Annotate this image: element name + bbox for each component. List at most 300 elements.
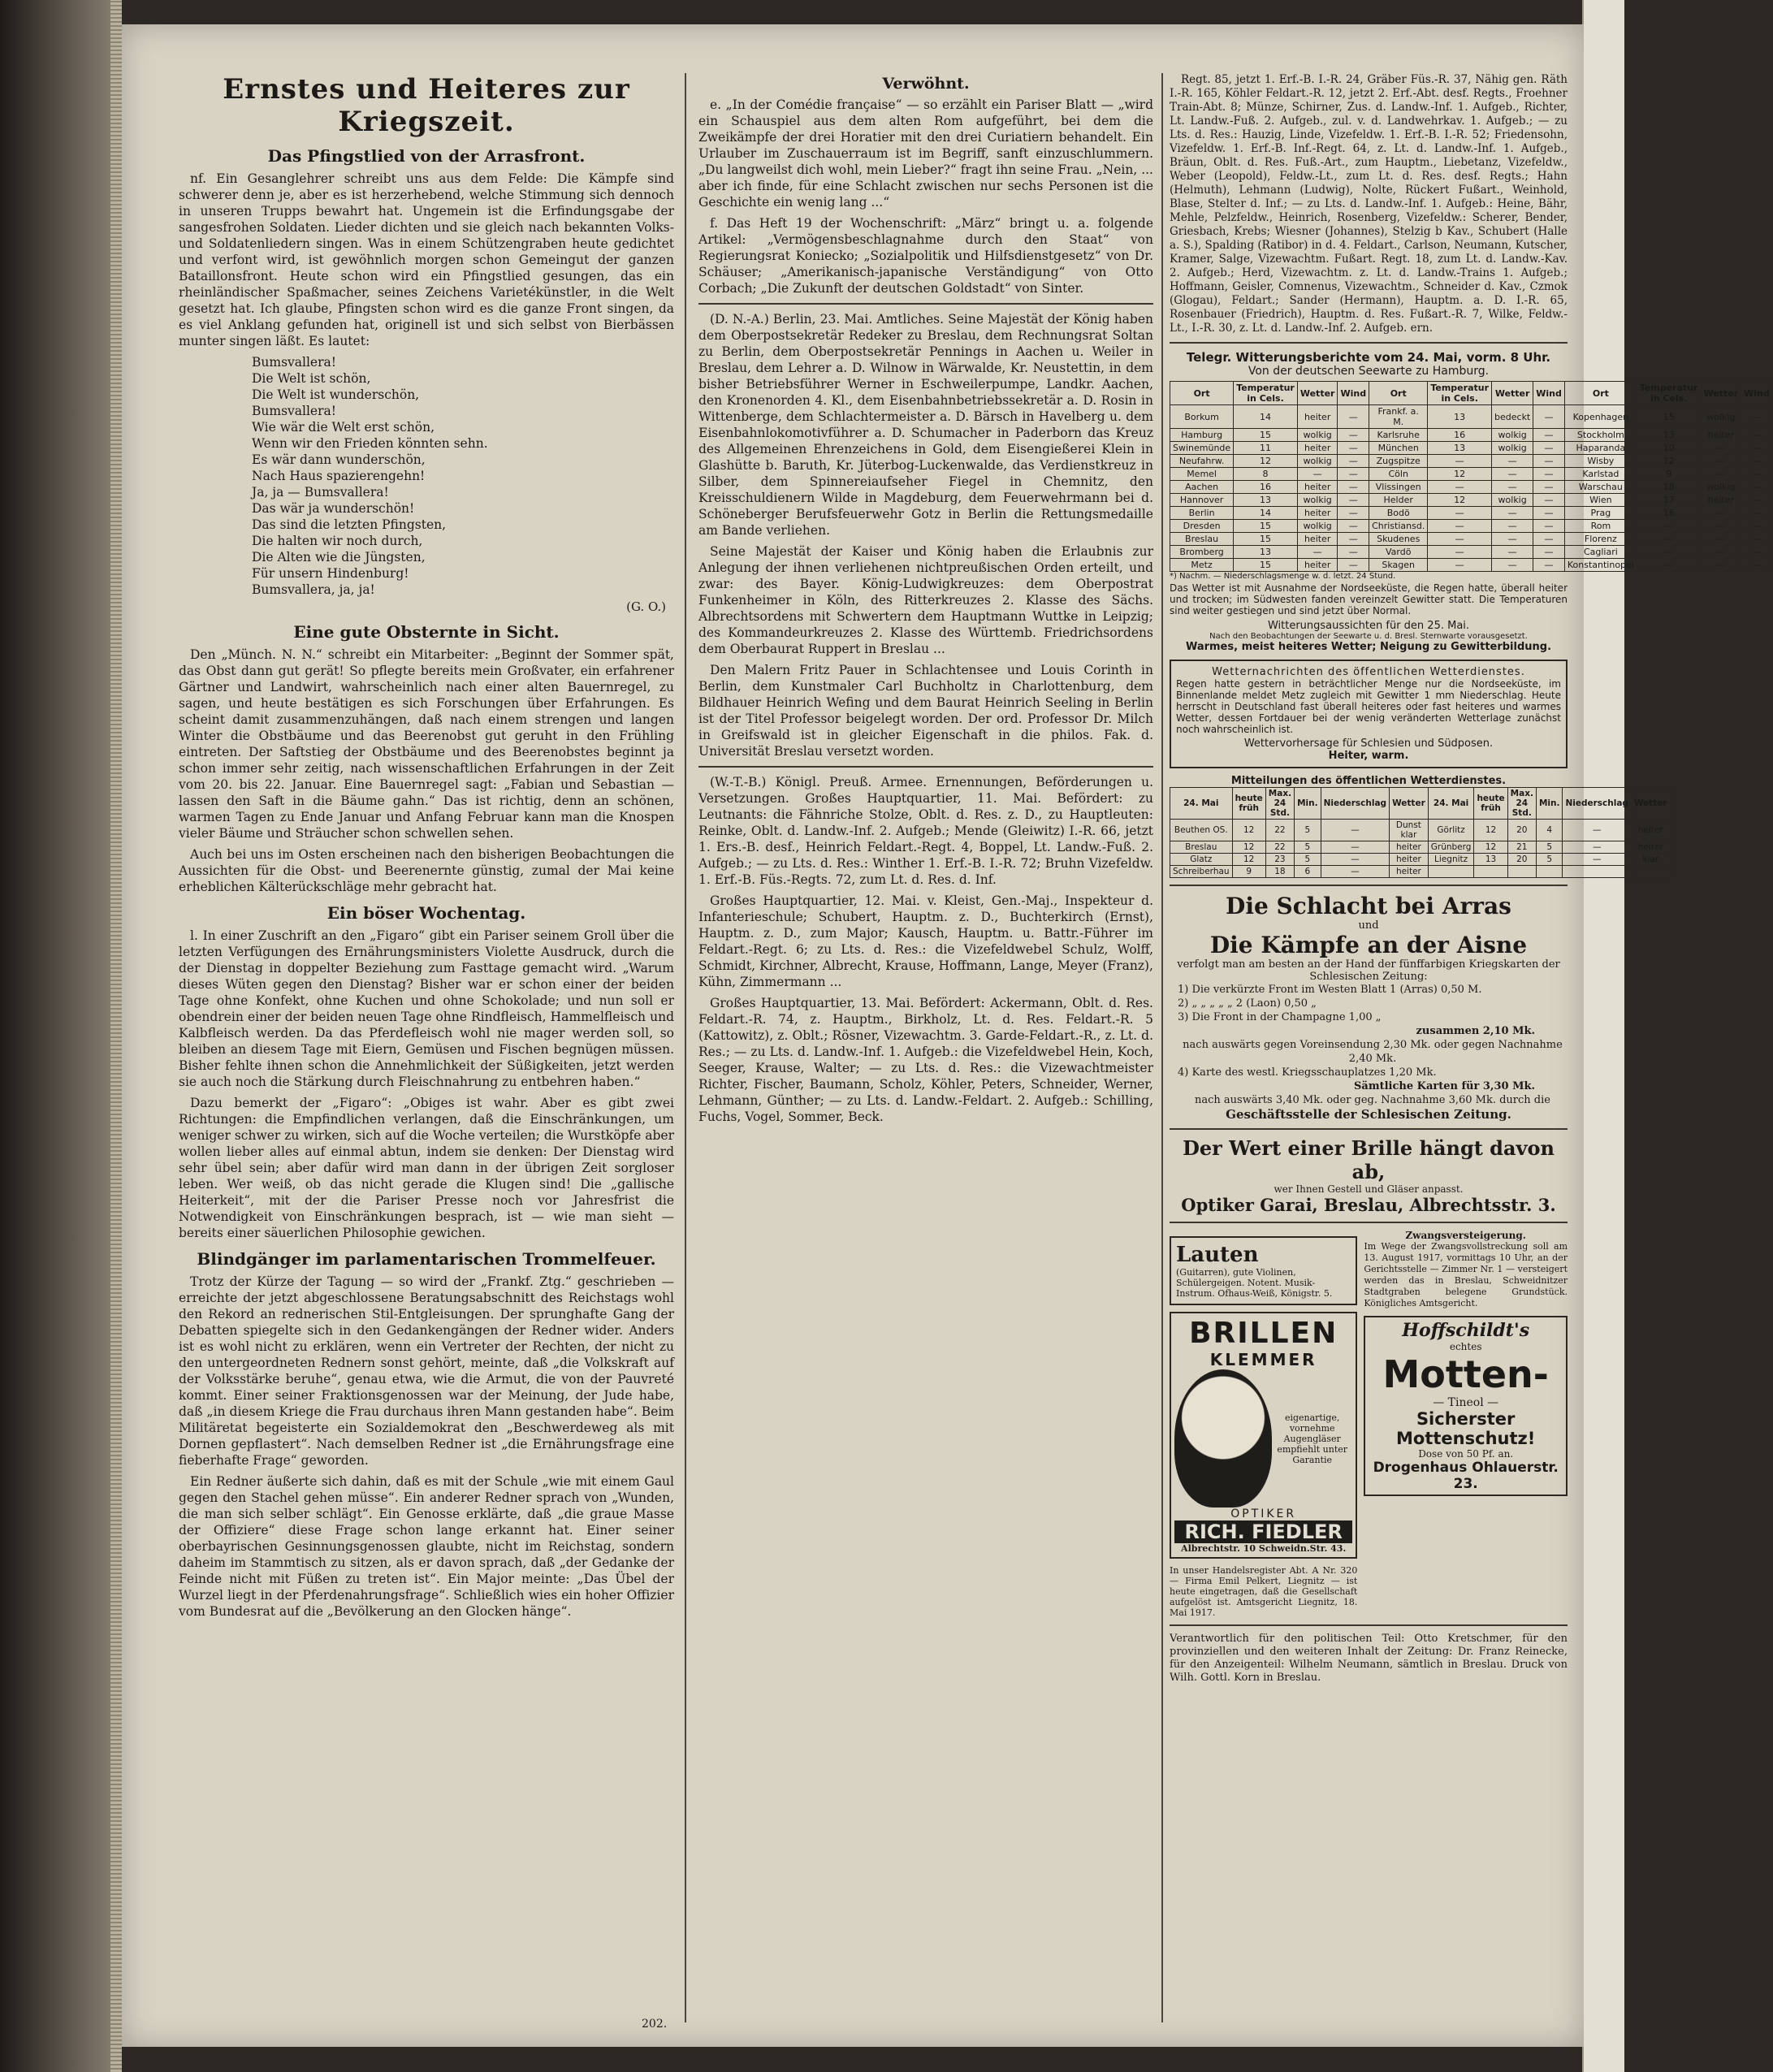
table-cell: heiter bbox=[1297, 442, 1338, 455]
table-cell: heiter bbox=[1390, 866, 1429, 878]
table-cell: — bbox=[1533, 494, 1565, 507]
table-cell: — bbox=[1741, 546, 1773, 559]
table-cell: — bbox=[1338, 507, 1369, 520]
poem-line: Die Welt ist schön, bbox=[252, 371, 371, 386]
table-header-cell: Wetter bbox=[1631, 788, 1670, 820]
ad-slogan: Sicherster Mottenschutz! bbox=[1396, 1409, 1536, 1448]
ad-handelsregister: In unser Handelsregister Abt. A Nr. 320 — Firma Emil Pelkert, Liegnitz — ist heute eingetragen, daß die Gesellschaft aufgelöst ist. Amtsgericht Liegnitz, 18. Mai 1917. bbox=[1170, 1565, 1358, 1618]
table-cell: — bbox=[1338, 455, 1369, 468]
ad-items bbox=[1178, 983, 1568, 1107]
box-title: Wetternachrichten des öffentlichen Wetterdienstes. bbox=[1212, 666, 1525, 678]
table-header-cell: Max. 24 Std. bbox=[1507, 788, 1536, 820]
section-title: Ernstes und Heiteres zur Kriegszeit. bbox=[223, 73, 630, 138]
table-cell: — bbox=[1492, 520, 1533, 533]
table-cell: — bbox=[1741, 507, 1773, 520]
ad-right-column bbox=[1364, 1230, 1568, 1618]
table-cell: — bbox=[1741, 429, 1773, 442]
heading-blindgaenger: Blindgänger im parlamentarischen Trommelfeuer. bbox=[197, 1249, 656, 1269]
table-cell: — bbox=[1321, 854, 1389, 866]
table-cell: — bbox=[1428, 546, 1492, 559]
table-cell: Rom bbox=[1564, 520, 1637, 533]
table-cell: Neufahrw. bbox=[1170, 455, 1234, 468]
table-cell: Grünberg bbox=[1428, 841, 1474, 854]
table-cell: Skagen bbox=[1369, 559, 1428, 572]
paragraph: Den „Münch. N. N.“ schreibt ein Mitarbeiter: „Beginnt der Sommer spät, das Obst dann gut gerät! So pflegte bereits mein Großvater, ein erfahrener Gärtner und Landwirt, wahrscheinlich nach einer alten Bauernregel, zu sagen, und heute bestätigen es sich Forschungen über Erfahrungen. Es scheint damit zusammenzuhängen, daß nach einem strengen und langen Winter die Obstbäume und das Beerenobst gut geruht in den Frühling eintreten. Der Saftstieg der Obstbäume und des Beerenobstes beginnt ja schon immer sehr zeitig, nach wissenschaftlichen Erfahrungen in der Zeit vom 20. bis 22. Januar. Eine Bauernregel sagt: „Fabian und Sebastian — lassen den Saft in die Bäume gahn.“ Das ist richtig, denn an schönen, warmen Tagen zu Ende Januar und Anfang Februar kann man die Knospen vieler Bäume und Sträucher schon schwellen sehen. bbox=[179, 647, 674, 841]
table-cell: 15 bbox=[1637, 405, 1701, 429]
table-cell: heiter bbox=[1390, 841, 1429, 854]
table-cell: Hannover bbox=[1170, 494, 1234, 507]
table-cell: Prag bbox=[1564, 507, 1637, 520]
ad-item: 4) Karte des westl. Kriegsschauplatzes 1,20 Mk. bbox=[1178, 1066, 1437, 1079]
table-cell: heiter bbox=[1297, 559, 1338, 572]
table-cell: — bbox=[1338, 559, 1369, 572]
table-row bbox=[1170, 546, 1773, 559]
ad-fiedler bbox=[1170, 1312, 1357, 1559]
next-page-edge bbox=[1582, 0, 1624, 2072]
table-row bbox=[1170, 866, 1671, 878]
table-cell: Stockholm bbox=[1564, 429, 1637, 442]
table-cell: 12 bbox=[1428, 468, 1492, 481]
table-cell: wolkig bbox=[1297, 494, 1338, 507]
paragraph: (W.-T.-B.) Königl. Preuß. Armee. Ernennungen, Beförderungen u. Versetzungen. Großes Hauptquartier, 11. Mai. Befördert: zu Leutnants: die Fähnriche Stolze, Oblt. d. Res. z. D., zu Hauptleuten: Reinke, Oblt. d. Landw.-Inf. 2. Aufgeb.; Mende (Gleiwitz) I.-R. 66, jetzt 1. Ers.-B. desf., Heinrich Feldart.-Regt. 4, Boppel, Lt. Landw.-Fuß. 2. Aufgeb.; — zu Lts. d. Res.: Winther 1. Erf.-B. I.-R. 72; Bruhn Vizefeldw. 1. Erf.-B. Füs.-Regts. 72, zum Lt. d. Res. d. Inf. bbox=[698, 774, 1153, 887]
weather-text: Das Wetter ist mit Ausnahme der Nordseeküste, die Regen hatte, überall heiter und trocken; im Südwesten fanden vereinzelt Gewitter statt. Die Temperaturen sind weiter gestiegen und sind jetzt über Normal. bbox=[1170, 582, 1568, 616]
table-cell: — bbox=[1297, 546, 1338, 559]
table-cell: 18 bbox=[1637, 481, 1701, 494]
box-forecast-2: Heiter, warm. bbox=[1328, 750, 1409, 762]
paragraph: Dazu bemerkt der „Figaro“: „Obiges ist wahr. Aber es gibt zwei Richtungen: die Empfindlichen verlangen, daß die Einschränkungen, um weniger schwer zu wirken, sich auf die Woche verteilen; die Wurstköpfe aber wollen lieber alles auf einmal abtun, indem sie denken: Der Dienstag wird sehr übel sein; aber dafür wird man dann in der übrigen Zeit sorgloser leben. Wer weiß, ob das nicht gerade die Klugen sind! Die „gallische Heiterkeit“, mit der die Pariser Presse noch vor Jahresfrist die Notwendigkeit von Einschränkungen besprach, ist — wie man sieht — bereits einer säuerlichen Philosophie gewichen. bbox=[179, 1096, 674, 1240]
table-cell: 13 bbox=[1234, 546, 1298, 559]
table-row bbox=[1170, 481, 1773, 494]
divider bbox=[698, 303, 1153, 305]
table-cell: 16 bbox=[1637, 507, 1701, 520]
table-cell: — bbox=[1637, 533, 1701, 546]
table-cell bbox=[1428, 866, 1474, 878]
table-cell: wolkig bbox=[1492, 442, 1533, 455]
divider bbox=[1170, 1128, 1568, 1130]
table-cell: — bbox=[1428, 455, 1492, 468]
table-cell: Helder bbox=[1369, 494, 1428, 507]
table-cell: — bbox=[1533, 468, 1565, 481]
table-cell: Bromberg bbox=[1170, 546, 1234, 559]
paragraph: Seine Majestät der Kaiser und König haben die Erlaubnis zur Anlegung der ihnen verliehenen nichtpreußischen Orden erteilt, und zwar: des Bayer. König-Ludwigkreuzes: dem Oberpostrat Funkenheimer in Köln, des Ritterkreuzes 2. Klasse des Sächs. Albrechtsordens mit Schwertern dem Hauptmann Wuttke in Leipzig; des Kommandeurkreuzes 2. Klasse des Württemb. Friedrichsordens dem Oberbaurat Ruppert in Breslau ... bbox=[698, 543, 1153, 656]
table-cell: 13 bbox=[1428, 405, 1492, 429]
ad-title: BRILLEN bbox=[1189, 1317, 1338, 1350]
table-row bbox=[1170, 841, 1671, 854]
book-spine bbox=[0, 0, 122, 2072]
paragraph: Großes Hauptquartier, 13. Mai. Befördert: Ackermann, Oblt. d. Res. Feldart.-R. 74, z. Hauptm., Birkholz, Lt. d. Res. Feldart.-R. 5 (Kattowitz), z. Oblt.; Rösner, Vizewachtm. 3. Garde-Feldart.-R., z. Lt. d. Res.; — zu Lts. d. Landw.-Inf. 1. Aufgeb.: die Vizefeldwebel Hein, Koch, Seeger, Krause, Walter; — zu Lts. d. Res.: die Vizewachtmeister Richter, Fischer, Baumann, Scholz, Köhler, Peters, Schneider, Werner, Lehmann, Günther; — zu Lts. d. Landw.-Feldart. 2. Aufgeb.: Schilling, Fuchs, Vogel, Sommer, Beck. bbox=[698, 995, 1153, 1124]
paragraph: l. In einer Zuschrift an den „Figaro“ gibt ein Pariser seinem Groll über die letzten Verfügungen des Ernährungsministers Violette Ausdruck, durch die der Dienstag in doppelter Beziehung zum Fasttage gemacht wird. „Warum dieses Wüten gegen den Dienstag? Bisher war er schon einer der beiden Tage ohne Konfekt, ohne Kuchen und ohne Schokolade; und nun soll er obendrein einer der beiden neuen Tage ohne Rindfleisch, Hammelfleisch und Kalbfleisch werden. Da das Pferdefleisch wohl nie mager werden soll, so bleiben an diesem Tage mit Eiern, Gemüsen und Fischen begnügen müssen. Bisher fehlte ihnen schon die Annehmlichkeit der Süßigkeiten, jetzt werden sie auch noch die Stärkung durch Fleischnahrung zu entbehren haben.“ bbox=[179, 928, 674, 1089]
table-cell: — bbox=[1492, 533, 1533, 546]
table-cell: Dresden bbox=[1170, 520, 1234, 533]
table-header-cell: heute früh bbox=[1232, 788, 1265, 820]
table-header-cell: Niederschlag bbox=[1563, 788, 1631, 820]
table-cell bbox=[1474, 866, 1507, 878]
table-cell: — bbox=[1297, 468, 1338, 481]
table-row bbox=[1170, 429, 1773, 442]
table-cell: Vlissingen bbox=[1369, 481, 1428, 494]
table-cell: — bbox=[1338, 429, 1369, 442]
table-cell: heiter bbox=[1631, 841, 1670, 854]
table-cell: Florenz bbox=[1564, 533, 1637, 546]
poem-line: Das sind die letzten Pfingsten, bbox=[252, 517, 447, 532]
forecast-sub: Nach den Beobachtungen der Seewarte u. d. Bresl. Sternwarte vorausgesetzt. bbox=[1209, 632, 1528, 641]
table-cell: — bbox=[1428, 507, 1492, 520]
table-cell: 13 bbox=[1234, 494, 1298, 507]
weather-note: *) Nachm. — Niederschlagsmenge w. d. letzt. 24 Stund. bbox=[1170, 572, 1396, 581]
table-cell: — bbox=[1428, 481, 1492, 494]
table-cell: Wien bbox=[1564, 494, 1637, 507]
table-cell: — bbox=[1338, 546, 1369, 559]
table-cell: — bbox=[1492, 507, 1533, 520]
ad-shop: Optiker Garai, Breslau, Albrechtsstr. 3. bbox=[1181, 1195, 1556, 1215]
ad-motten bbox=[1364, 1316, 1568, 1496]
table-cell: — bbox=[1637, 546, 1701, 559]
table-header-cell: 24. Mai bbox=[1428, 788, 1474, 820]
table-row bbox=[1170, 559, 1773, 572]
table-cell: 18 bbox=[1265, 866, 1294, 878]
table-cell: — bbox=[1701, 546, 1741, 559]
table-cell: — bbox=[1338, 533, 1369, 546]
poem-line: Nach Haus spazierengehn! bbox=[252, 469, 426, 483]
table-cell: — bbox=[1321, 866, 1389, 878]
box-text: Regen hatte gestern in beträchtlicher Menge nur die Nordseeküste, im Binnenlande meldet Metz zugleich mit Gewitter 1 mm Niederschlag. Heute herrscht in Deutschland fast überall heiteres oder fast heiteres und warmes Wetter, dessen Fortdauer bei der wenig veränderten Wetterlage zunächst noch wahrscheinlich ist. bbox=[1176, 678, 1561, 735]
table-cell: 10 bbox=[1637, 442, 1701, 455]
table-header-cell: Wind bbox=[1338, 382, 1369, 405]
table-cell: — bbox=[1533, 546, 1565, 559]
table-cell: 12 bbox=[1637, 455, 1701, 468]
imprint-footer: Verantwortlich für den politischen Teil: Otto Kretschmer, für den provinziellen und den weiteren Inhalt der Zeitung: Dr. Franz Reinecke, für den Anzeigenteil: Wilhelm Neumann, sämtlich in Breslau. Druck von Wilh. Gottl. Korn in Breslau. bbox=[1170, 1633, 1568, 1684]
poem-line: Die halten wir noch durch, bbox=[252, 534, 423, 548]
table-cell bbox=[1631, 866, 1670, 878]
table-cell: Dunst klar bbox=[1390, 820, 1429, 841]
poem-line: Ja, ja — Bumsvallera! bbox=[252, 485, 389, 500]
paragraph: f. Das Heft 19 der Wochenschrift: „März“ bringt u. a. folgende Artikel: „Vermögensbeschlagnahme durch den Staat“ von Regierungsrat Koniecko; „Sozialpolitik und Hilfsdienstgesetz“ von Dr. Schäuser; „Amerikanisch-japanische Verständigung“ von Otto Corbach; „Die Zukunft der deutschen Goldstadt“ von Sinter. bbox=[698, 215, 1153, 296]
table-cell: — bbox=[1428, 520, 1492, 533]
divider bbox=[1170, 342, 1568, 344]
table-row bbox=[1170, 820, 1671, 841]
table-cell: 12 bbox=[1474, 820, 1507, 841]
table-cell: 4 bbox=[1536, 820, 1563, 841]
poem-line: Für unsern Hindenburg! bbox=[252, 566, 409, 581]
small-table-title: Mitteilungen des öffentlichen Wetterdienstes. bbox=[1230, 775, 1507, 787]
table-cell: Görlitz bbox=[1428, 820, 1474, 841]
ad-sub: KLEMMER bbox=[1209, 1350, 1317, 1369]
table-cell bbox=[1507, 866, 1536, 878]
ad-sub: wer Ihnen Gestell und Gläser anpasst. bbox=[1274, 1183, 1464, 1195]
divider bbox=[1170, 885, 1568, 886]
table-cell: Swinemünde bbox=[1170, 442, 1234, 455]
table-cell: — bbox=[1637, 559, 1701, 572]
table-cell: Glatz bbox=[1170, 854, 1233, 866]
table-cell: — bbox=[1701, 559, 1741, 572]
table-cell: bedeckt bbox=[1492, 405, 1533, 429]
table-cell: 20 bbox=[1507, 820, 1536, 841]
paragraph: Den Malern Fritz Pauer in Schlachtensee und Louis Corinth in Berlin, dem Kunstmaler Carl Buchholtz in Charlottenburg, dem Bildhauer Heinrich Wefing und dem Baurat Heinrich Seeling in Berlin ist der Titel Professor beigelegt worden. Der ord. Professor Dr. Milch in Greifswald ist in gleicher Eigenschaft in die philos. Fak. d. Universität Breslau versetzt worden. bbox=[698, 662, 1153, 759]
table-header-cell: Temperatur in Cels. bbox=[1234, 382, 1298, 405]
table-cell: — bbox=[1321, 820, 1389, 841]
table-cell: 12 bbox=[1474, 841, 1507, 854]
table-cell: 9 bbox=[1637, 468, 1701, 481]
weather-subtitle: Von der deutschen Seewarte zu Hamburg. bbox=[1248, 365, 1490, 378]
table-row bbox=[1170, 494, 1773, 507]
table-cell: Frankf. a. M. bbox=[1369, 405, 1428, 429]
table-cell: 15 bbox=[1234, 533, 1298, 546]
table-cell: Cöln bbox=[1369, 468, 1428, 481]
table-cell: 15 bbox=[1234, 520, 1298, 533]
ad-item: zusammen 2,10 Mk. bbox=[1416, 1025, 1535, 1037]
table-cell: — bbox=[1492, 468, 1533, 481]
divider bbox=[1170, 1624, 1568, 1626]
weather-title: Telegr. Witterungsberichte vom 24. Mai, vorm. 8 Uhr. bbox=[1186, 350, 1551, 365]
forecast-text: Warmes, meist heiteres Wetter; Neigung zu Gewitterbildung. bbox=[1185, 641, 1552, 653]
poem-line: Bumsvallera! bbox=[252, 404, 336, 418]
table-cell: Haparanda bbox=[1564, 442, 1637, 455]
table-cell: 12 bbox=[1232, 854, 1265, 866]
ad-title: Die Kämpfe an der Aisne bbox=[1209, 932, 1528, 958]
table-cell: wolkig bbox=[1701, 405, 1741, 429]
table-cell: — bbox=[1637, 520, 1701, 533]
table-cell: Borkum bbox=[1170, 405, 1234, 429]
table-cell: Aachen bbox=[1170, 481, 1234, 494]
table-row bbox=[1170, 468, 1773, 481]
ad-lauten bbox=[1170, 1236, 1357, 1305]
table-cell: 16 bbox=[1234, 481, 1298, 494]
table-cell: — bbox=[1492, 455, 1533, 468]
table-row bbox=[1170, 533, 1773, 546]
table-cell: 5 bbox=[1295, 854, 1321, 866]
ad-item: 1) Die verkürzte Front im Westen Blatt 1 (Arras) 0,50 M. bbox=[1178, 984, 1482, 996]
column-1 bbox=[179, 73, 674, 2022]
table-cell: — bbox=[1701, 533, 1741, 546]
table-cell: 17 bbox=[1637, 494, 1701, 507]
table-header-cell: Ort bbox=[1369, 382, 1428, 405]
ad-item: 2) „ „ „ „ „ 2 (Laon) 0,50 „ bbox=[1178, 997, 1317, 1010]
table-cell: Vardö bbox=[1369, 546, 1428, 559]
table-cell: — bbox=[1533, 405, 1565, 429]
table-header-cell: Niederschlag bbox=[1321, 788, 1389, 820]
ad-sub: verfolgt man am besten an der Hand der fünffarbigen Kriegskarten der Schlesischen Zeitung: bbox=[1177, 958, 1560, 983]
table-cell: — bbox=[1533, 559, 1565, 572]
table-cell: 22 bbox=[1265, 820, 1294, 841]
paragraph: e. „In der Comédie française“ — so erzählt ein Pariser Blatt — „wird ein Schauspiel aus dem alten Rom aufgeführt, bei dem die Zweikämpfe der drei Horatier mit den drei Curiatiern behandelt. Ein Urlauber im Zuschauerraum ist im Begriff, sanft einzuschlummern. „Du langweilst dich wohl, mein Lieber?“ fragt ihn seine Frau. „Nein, ... aber ich finde, für eine Schlacht zwischen nur sechs Personen ist die Geschichte ein wenig lang ...“ bbox=[698, 97, 1153, 210]
table-cell: 5 bbox=[1295, 841, 1321, 854]
ad-text: Im Wege der Zwangsvollstreckung soll am 13. August 1917, vormittags 10 Uhr, an der Gerichtsstelle — Zimmer Nr. 1 — versteigert werden das in Breslau, Schweidnitzer Stadtgraben belegene Grundstück. Königliches Amtsgericht. bbox=[1364, 1241, 1568, 1309]
table-cell bbox=[1536, 866, 1563, 878]
ad-left-column bbox=[1170, 1230, 1357, 1618]
column-rule bbox=[1161, 73, 1163, 2022]
heading-obsternte: Eine gute Obsternte in Sicht. bbox=[293, 622, 560, 642]
ad-title: Zwangsversteigerung. bbox=[1405, 1230, 1526, 1241]
table-cell: — bbox=[1338, 442, 1369, 455]
table-cell: heiter bbox=[1297, 405, 1338, 429]
poem-line: Die Welt ist wunderschön, bbox=[252, 387, 420, 402]
table-cell: — bbox=[1492, 546, 1533, 559]
table-cell: 22 bbox=[1265, 841, 1294, 854]
paragraph: Regt. 85, jetzt 1. Erf.-B. I.-R. 24, Gräber Füs.-R. 37, Nähig gen. Räth I.-R. 165, Köhler Feldart.-R. 12, jetzt 2. Erf.-Abt. desf. Regts., Froehner Train-Abt. 8; Münze, Schirner, Zus. d. Landw.-Inf. 1. Aufgeb., Richter, Lt. Landw.-Fuß. 2. Aufgeb., zul. v. d. Landwehrkav. 1. Aufgeb.; — zu Lts. d. Res.: Hauzig, Linde, Vizefeldw. 1. Erf.-B. I.-R. 52; Friedensohn, Vizefeldw. 1. Erf.-B. Inf.-Regt. 64, z. Lt. d. Landw.-Inf. 1. Aufgeb., Bräun, Oblt. d. Res. Fuß.-Art., zum Hauptm., Liebetanz, Vizefeldw., Weber (Leopold), Feldw.-Lt., zum Lt. d. Res. desf. Regts.; Hahn (Helmuth), Lehmann (Ludwig), Nolte, Rückert Fußart., Weinhold, Blase, Stelter d. Inf.; — zu Lts. d. Landw.-Inf. 1. Aufgeb.: Heine, Bähr, Mehle, Pelzfeldw., Heinrich, Rosenberg, Vizefeldw.: Scherer, Bender, Griesbach, Krebs; Wiesner (Johannes), Stelzig b Kav., Schubert (Halle a. S.), Spalding (Ratibor) in d. 4. Feldart., Carlson, Neumann, Kutscher, Kramer, Salge, Vizewachtm. Fußart. Regt. 18, zum Lt. d. Landw.-Kav. 2. Aufgeb.; Herd, Vizewachtm. z. Lt. d. Landw.-Trains 1. Aufgeb.; Hoffmann, Geisler, Comnenus, Vizewachtm., Schneider d. Kav., Czmok (Glogau), Feldart.; Sander (Hermann), Hauptm. a. D. I.-R. 65, Rosenbauer (Friedrich), Hauptm. d. Res. Fußart.-R. 7, Wilke, Feldw.-Lt., I.-R. 30, z. Lt. d. Landw.-Inf. 2. Aufgeb. ern. bbox=[1170, 73, 1568, 335]
ad-title: Motten- bbox=[1382, 1352, 1549, 1396]
table-cell: 5 bbox=[1536, 841, 1563, 854]
table-cell: — bbox=[1533, 507, 1565, 520]
table-cell: Berlin bbox=[1170, 507, 1234, 520]
table-cell: Karlstad bbox=[1564, 468, 1637, 481]
table-cell: — bbox=[1701, 520, 1741, 533]
table-cell: Liegnitz bbox=[1428, 854, 1474, 866]
ad-price: Dose von 50 Pf. an. bbox=[1418, 1448, 1514, 1460]
ad-title: Der Wert einer Brille hängt davon ab, bbox=[1183, 1136, 1555, 1183]
table-cell: heiter bbox=[1297, 507, 1338, 520]
ad-und: und bbox=[1358, 919, 1379, 932]
table-cell: wolkig bbox=[1492, 494, 1533, 507]
table-cell: Warschau bbox=[1564, 481, 1637, 494]
table-cell: 5 bbox=[1295, 820, 1321, 841]
table-cell bbox=[1563, 866, 1631, 878]
heading-wochentag: Ein böser Wochentag. bbox=[326, 903, 526, 923]
table-cell: heiter bbox=[1701, 494, 1741, 507]
table-row bbox=[1170, 442, 1773, 455]
poem-line: Die Alten wie die Jüngsten, bbox=[252, 550, 426, 565]
heading-verwoehnt: Verwöhnt. bbox=[882, 75, 970, 93]
paragraph: Großes Hauptquartier, 12. Mai. v. Kleist, Gen.-Maj., Inspekteur d. Infanterieschule; Schubert, Hauptm. z. D., Buchterkirch (Ernst), Hauptm. z. D., zum Major; Kausch, Hauptm. u. Battr.-Führer im Feldart.-Regt. 6; zu Lts. d. Res.: die Vizefeldwebel Schulz, Wolff, Schmidt, Kirchner, Albrecht, Krause, Hoffmann, Lange, Meyer (Franz), Kühn, Zimmermann ... bbox=[698, 893, 1153, 989]
box-forecast: Wettervorhersage für Schlesien und Südposen. bbox=[1243, 738, 1494, 750]
ad-address: Albrechtstr. 10 Schweidn.Str. 43. bbox=[1181, 1543, 1347, 1554]
ad-title: Lauten bbox=[1176, 1243, 1259, 1267]
table-cell: 12 bbox=[1232, 820, 1265, 841]
table-cell: heiter bbox=[1701, 429, 1741, 442]
table-cell: wolkig bbox=[1701, 481, 1741, 494]
table-row bbox=[1170, 854, 1671, 866]
table-header-cell: Wetter bbox=[1701, 382, 1741, 405]
table-header-cell: Temperatur in Cels. bbox=[1637, 382, 1701, 405]
table-cell: klar bbox=[1631, 854, 1670, 866]
table-cell: Breslau bbox=[1170, 841, 1233, 854]
table-cell: wolkig bbox=[1297, 520, 1338, 533]
ad-item: Sämtliche Karten für 3,30 Mk. bbox=[1354, 1080, 1535, 1092]
table-cell: — bbox=[1741, 405, 1773, 429]
table-cell: 12 bbox=[1234, 455, 1298, 468]
table-header-cell: Max. 24 Std. bbox=[1265, 788, 1294, 820]
ad-text: (Guitarren), gute Violinen, Schülergeigen. Notent. Musik-Instrum. Ofhaus-Weiß, Königstr. 5. bbox=[1176, 1267, 1333, 1299]
table-cell: Beuthen OS. bbox=[1170, 820, 1233, 841]
table-header-cell: Min. bbox=[1295, 788, 1321, 820]
paragraph: (D. N.-A.) Berlin, 23. Mai. Amtliches. Seine Majestät der König haben dem Oberpostsekretär Redeker zu Breslau, dem Rechnungsrat Soltan zu Berlin, dem Oberpostsekretär Pennings in Aachen u. Weiler in Breslau, dem Lehrer a. D. Wilnow in Wärwalde, Kr. Neustettin, in dem bisher Betriebsführer Werner in Eschweilerpumpe, Landkr. Aachen, den Kronenorden 4. Kl., dem Eisenbahnbetriebssekretär a. D. Rosin in Wittenberge, dem Schlachtermeister a. D. Bärsch in Havelberg u. dem Eisenbahnlokomotivführer a. D. Schumacher in Paderborn das Kreuz des Allgemeinen Ehrenzeichens in Gold, dem Eisengießerei Klein in Glashütte b. Baruth, Kr. Jüterbog-Luckenwalde, das Verdienstkreuz in Silber, dem Spinnereiaufseher Fiegel in Chemnitz, den Kreisschuldienern Wilde in Magdeburg, dem Feuerwehrmann bei d. Schöneberger Berufsfeuerwehr Gotz in Berlin die Rettungsmedaille am Bande verliehen. bbox=[698, 311, 1153, 538]
table-cell: 20 bbox=[1507, 854, 1536, 866]
poem-line: Bumsvallera, ja, ja! bbox=[252, 582, 375, 597]
table-header-cell: Ort bbox=[1170, 382, 1234, 405]
table-cell: wolkig bbox=[1297, 455, 1338, 468]
table-cell: 15 bbox=[1234, 429, 1298, 442]
table-cell: — bbox=[1492, 481, 1533, 494]
paragraph: nf. Ein Gesanglehrer schreibt uns aus dem Felde: Die Kämpfe sind schwerer denn je, aber es ist herzerhebend, welche Stimmung sich dennoch in unseren Trupps bewahrt hat. Ungemein ist die Erfindungsgabe der sangesfrohen Soldaten. Lieder dichten und sie gleich nach bekannten Volks- und Soldatenliedern singen. Was in einem Schützengraben heute gedichtet und verfont wird, ist gewöhnlich morgen schon Gemeingut der ganzen Bataillonsfront. Heute schon wird ein Pfingstlied gesungen, das ein rheinländischer Spaßmacher, seines Zeichens Varietékünstler, in die Welt gesetzt hat. Ich glaube, Pfingsten schon wird es die ganze Front singen, da es viel Anklang gefunden hat, originell ist und sich selbst von Bierbässen munter singen läßt. Es lautet: bbox=[179, 171, 674, 348]
table-cell: — bbox=[1533, 481, 1565, 494]
table-cell: 6 bbox=[1295, 866, 1321, 878]
table-cell: 5 bbox=[1536, 854, 1563, 866]
table-cell: — bbox=[1741, 520, 1773, 533]
table-cell: 16 bbox=[1428, 429, 1492, 442]
table-cell: 15 bbox=[1234, 559, 1298, 572]
ad-shop: Drogenhaus Ohlauerstr. 23. bbox=[1373, 1460, 1559, 1492]
forecast-title: Witterungsaussichten für den 25. Mai. bbox=[1267, 620, 1470, 632]
table-cell: Skudenes bbox=[1369, 533, 1428, 546]
poem-line: Wie wär die Welt erst schön, bbox=[252, 420, 435, 435]
table-cell: — bbox=[1741, 468, 1773, 481]
ad-brille bbox=[1170, 1136, 1568, 1215]
table-cell: Cagliari bbox=[1564, 546, 1637, 559]
table-cell: — bbox=[1533, 429, 1565, 442]
table-cell: — bbox=[1338, 405, 1369, 429]
table-cell: 11 bbox=[1234, 442, 1298, 455]
page-number: 202. bbox=[642, 2018, 668, 2031]
poem-signature: (G. O.) bbox=[626, 599, 666, 614]
station-table bbox=[1170, 787, 1671, 878]
table-cell: — bbox=[1321, 841, 1389, 854]
table-cell: — bbox=[1741, 455, 1773, 468]
column-2 bbox=[698, 73, 1153, 2022]
table-cell: — bbox=[1741, 533, 1773, 546]
table-row bbox=[1170, 507, 1773, 520]
table-header-cell: Temperatur in Cels. bbox=[1428, 382, 1492, 405]
table-cell: 12 bbox=[1428, 494, 1492, 507]
poem bbox=[252, 354, 674, 598]
paragraph: Trotz der Kürze der Tagung — so wird der „Frankf. Ztg.“ geschrieben — erreichte der jetzt abgeschlossene Beratungsabschnitt des Reichstags wohl den Rekord an rednerischen Stil-Entgleisungen. Der sprunghafte Gang der Debatten spiegelte sich in den Gedankengängen der Redner wider. Anders ist es wohl nicht zu erklären, wenn ein Vertreter der Rechten, der nicht zu den untergeordneten Rednern sonst gehört, meinte, daß „die Volkskraft auf der Volksstärke beruhe“, genau etwa, wie die Armut, die von der Pauvreté kommt. Einer seiner Fraktionsgenossen war der Meinung, der Jude habe, daß „in diesem Kriege die Frau durchaus ihren Mann gestanden habe“. Beim Militäretat begeisterte ein Sozialdemokrat den „Beschwerdeweg als mit Dornen gepflastert“. Nach demselben Redner ist „die Ernährungsfrage eine fieberhafte Frage“ geworden. bbox=[179, 1274, 674, 1468]
table-cell: — bbox=[1701, 442, 1741, 455]
table-cell: Metz bbox=[1170, 559, 1234, 572]
table-cell: — bbox=[1741, 442, 1773, 455]
poem-line: Bumsvallera! bbox=[252, 355, 336, 370]
table-cell: 12 bbox=[1232, 841, 1265, 854]
table-cell: — bbox=[1533, 520, 1565, 533]
ad-brand: Hoffschildt's bbox=[1402, 1320, 1530, 1341]
ad-tineol: — Tineol — bbox=[1433, 1396, 1499, 1409]
table-header-cell: Min. bbox=[1536, 788, 1563, 820]
table-cell: — bbox=[1338, 468, 1369, 481]
table-cell: 14 bbox=[1234, 405, 1298, 429]
table-cell: Schreiberhau bbox=[1170, 866, 1233, 878]
table-cell: 14 bbox=[1234, 507, 1298, 520]
poem-line: Wenn wir den Frieden könnten sehn. bbox=[252, 436, 488, 451]
paragraph: Ein Redner äußerte sich dahin, daß es mit der Schule „wie mit einem Gaul gegen den Stachel gehen müsse“. Ein anderer Redner sprach von „Wunden, die man sich selber schlägt“. Ein Genosse erklärte, daß „die graue Masse der Offiziere“ diese Frage schon lange erkannt hat. Einer seiner oberbayrischen Gesinnungsgenossen glaubte, nicht im Reichstag, sondern daheim im Stammtisch zu sitzen, als er davon sprach, daß „der Gedanke der Feinde nicht mit Füßen zu treten ist“. Ein Major meinte: „Das Übel der Wurzel liegt in der Pferdenahrungsfrage“. Schließlich wies ein hoher Offizier vom Bundesrat auf die „Bevölkerung an den Glocken hänge“. bbox=[179, 1474, 674, 1619]
table-cell: — bbox=[1428, 559, 1492, 572]
page-edges bbox=[110, 0, 122, 2072]
heading-pfingstlied: Das Pfingstlied von der Arrasfront. bbox=[267, 146, 586, 166]
divider bbox=[698, 766, 1153, 768]
table-cell: — bbox=[1533, 455, 1565, 468]
divider bbox=[1170, 1222, 1568, 1223]
table-cell: Karlsruhe bbox=[1369, 429, 1428, 442]
table-header-cell: Wetter bbox=[1297, 382, 1338, 405]
table-header-cell: Wetter bbox=[1390, 788, 1429, 820]
table-header-cell: Ort bbox=[1564, 382, 1637, 405]
portrait-face-icon bbox=[1174, 1369, 1272, 1507]
table-cell: Konstantinopel bbox=[1564, 559, 1637, 572]
table-cell: Kopenhagen bbox=[1564, 405, 1637, 429]
table-cell: heiter bbox=[1631, 820, 1670, 841]
table-cell: — bbox=[1701, 468, 1741, 481]
portrait-image bbox=[1174, 1369, 1272, 1507]
poem-line: Das wär ja wunderschön! bbox=[252, 501, 415, 516]
table-cell: — bbox=[1533, 533, 1565, 546]
column-rule bbox=[685, 73, 686, 2022]
ad-echtes: echtes bbox=[1449, 1341, 1482, 1352]
table-cell: — bbox=[1701, 455, 1741, 468]
table-cell: wolkig bbox=[1297, 429, 1338, 442]
table-cell: Bodö bbox=[1369, 507, 1428, 520]
ad-footer: Geschäftsstelle der Schlesischen Zeitung. bbox=[1226, 1107, 1511, 1122]
ad-optiker: OPTIKER bbox=[1230, 1507, 1297, 1520]
table-cell: — bbox=[1741, 481, 1773, 494]
table-cell: Breslau bbox=[1170, 533, 1234, 546]
paragraph: Auch bei uns im Osten erscheinen nach den bisherigen Beobachtungen die Aussichten für die Obst- und Beerenernte günstig, zumal der Mai keine erheblichen Kälterückschläge mehr gebracht hat. bbox=[179, 847, 674, 894]
ad-name: RICH. FIEDLER bbox=[1174, 1520, 1352, 1543]
